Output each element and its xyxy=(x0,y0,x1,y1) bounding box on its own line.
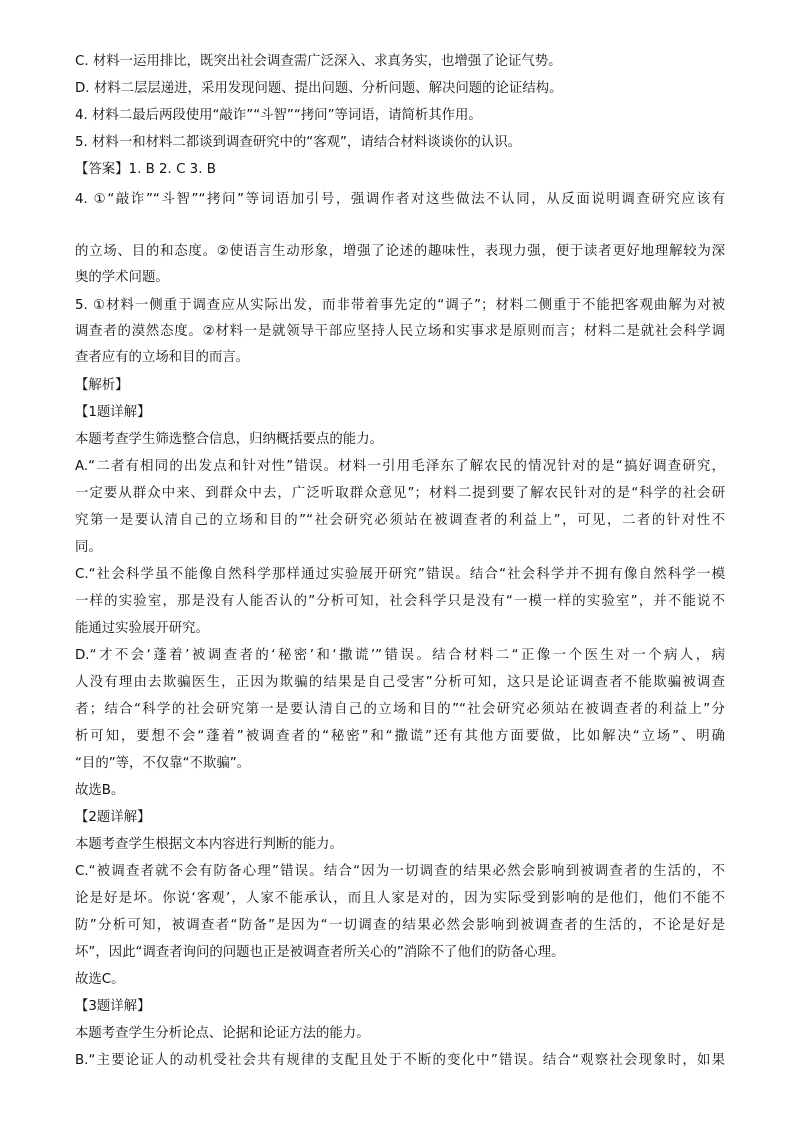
text-line: 防”分析可知，被调查者“防备”是因为“一切调查的结果必然会影响到被调查者的生活的，不论是好是 xyxy=(75,918,725,933)
text-line: D.“才不会‘蓬着’被调查者的‘秘密’和‘撒谎’”错误。结合材料二“正像一个医生对一个病人，病 xyxy=(75,648,725,663)
text-line: 人没有理由去欺骗医生，正因为欺骗的结果是自己受害”分析可知，这只是论证调查者不能欺骗被调查 xyxy=(75,675,725,690)
text-line: 【答案】1. B 2. C 3. B xyxy=(75,162,216,177)
text-line: 5. 材料一和材料二都谈到调查研究中的“客观”，请结合材料谈谈你的认识。 xyxy=(75,135,522,150)
text-line: 析可知，要想不会“蓬着”被调查者的“秘密”和“撒谎”还有其他方面要做，比如解决“立场”、明确 xyxy=(75,729,725,744)
text-line: B.“主要论证人的动机受社会共有规律的支配且处于不断的变化中”错误。结合“观察社会现象时，如果 xyxy=(75,1053,725,1068)
text-line: 【3题详解】 xyxy=(75,999,151,1014)
text-line: 奥的学术问题。 xyxy=(75,270,169,285)
text-line: 一定要从群众中来、到群众中去，广泛听取群众意见”；材料二提到要了解农民针对的是“科学的社会研 xyxy=(75,486,725,501)
text-line: 论是好是坏。你说‘客观’，人家不能承认，而且人家是对的，因为实际受到影响的是他们，他们不能不 xyxy=(75,891,725,906)
text-line: 本题考查学生筛选整合信息，归纳概括要点的能力。 xyxy=(75,432,383,447)
text-line: 【1题详解】 xyxy=(75,405,151,420)
text-line: 能通过实验展开研究。 xyxy=(75,621,209,636)
text-line: 者；结合“科学的社会研究第一是要认清自己的立场和目的”“社会研究必须站在被调查者的利益上”分 xyxy=(75,702,725,717)
text-line: 坏”，因此“调查者询问的问题也正是被调查者所关心的”消除不了他们的防备心理。 xyxy=(75,945,565,960)
text-line: 的立场、目的和态度。②使语言生动形象，增强了论述的趣味性，表现力强，便于读者更好地理解较为深 xyxy=(75,244,725,259)
text-line: D. 材料二层层递进，采用发现问题、提出问题、分析问题、解决问题的论证结构。 xyxy=(75,81,563,96)
text-line: 一样的实验室，那是没有人能否认的”分析可知，社会科学只是没有“一模一样的实验室”，并不能说不 xyxy=(75,594,725,609)
text-line: 【解析】 xyxy=(75,378,129,393)
text-line: 调查者的漠然态度。②材料一是就领导干部应坚持人民立场和实事求是原则而言；材料二是就社会科学调 xyxy=(75,324,725,339)
text-line: 究第一是要认清自己的立场和目的”“社会研究必须站在被调查者的利益上”，可见，二者的针对性不 xyxy=(75,513,725,528)
text-line: A.“二者有相同的出发点和针对性”错误。材料一引用毛泽东了解农民的情况针对的是“搞好调查研究， xyxy=(75,459,725,474)
text-line: 4. 材料二最后两段使用“敲诈”“斗智”“拷问”等词语，请简析其作用。 xyxy=(75,108,482,123)
text-line: 【2题详解】 xyxy=(75,810,151,825)
text-line: 故选C。 xyxy=(75,972,125,987)
text-line: “目的”等，不仅靠“不欺骗”。 xyxy=(75,756,251,771)
text-line: C.“社会科学虽不能像自然科学那样通过实验展开研究”错误。结合“社会科学并不拥有像自然科学一模 xyxy=(75,567,725,582)
text-line: C.“被调查者就不会有防备心理”错误。结合“因为一切调查的结果必然会影响到被调查者的生活的，不 xyxy=(75,864,725,879)
text-line: C. 材料一运用排比，既突出社会调查需广泛深入、求真务实，也增强了论证气势。 xyxy=(75,54,562,69)
text-line: 5. ①材料一侧重于调查应从实际出发，而非带着事先定的“调子”；材料二侧重于不能把客观曲解为对被 xyxy=(75,298,725,313)
text-line: 同。 xyxy=(75,540,102,555)
text-line: 4. ①“敲诈”“斗智”“拷问”等词语加引号，强调作者对这些做法不认同，从反面说明调查研究应该有 xyxy=(75,192,725,207)
text-line: 本题考查学生根据文本内容进行判断的能力。 xyxy=(75,837,343,852)
text-line: 本题考查学生分析论点、论据和论证方法的能力。 xyxy=(75,1026,370,1041)
text-line: 故选B。 xyxy=(75,783,125,798)
text-line: 查者应有的立场和目的而言。 xyxy=(75,350,250,365)
